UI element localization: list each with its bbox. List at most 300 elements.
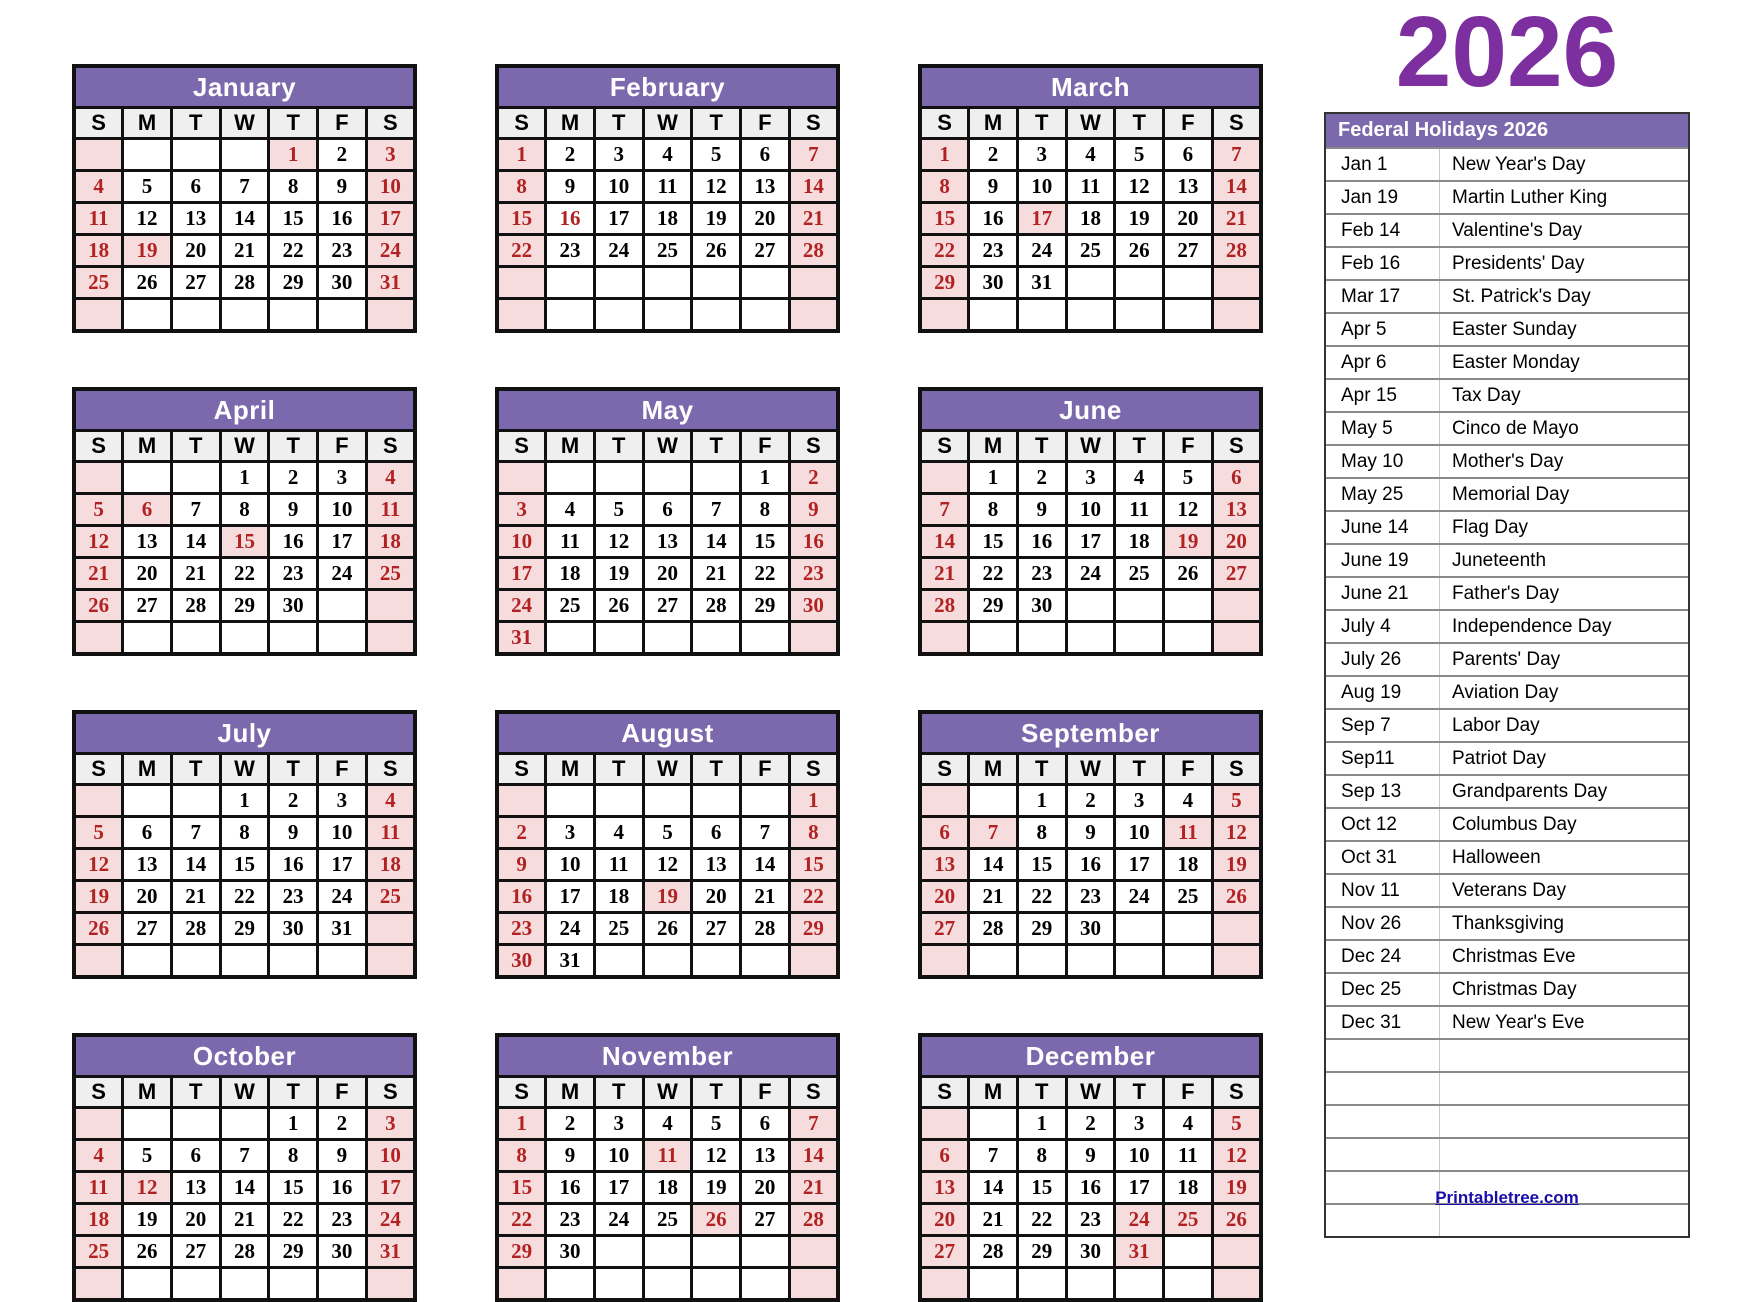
day-cell: 14 <box>969 849 1018 881</box>
weekday-header: W <box>220 108 269 139</box>
day-cell: 12 <box>594 526 643 558</box>
weekday-header: S <box>1212 754 1261 785</box>
day-cell: 3 <box>318 462 367 494</box>
weekday-header: T <box>1115 1077 1164 1108</box>
day-cell: 15 <box>269 1172 318 1204</box>
empty-cell <box>969 785 1018 817</box>
empty-cell <box>1066 622 1115 655</box>
day-cell: 5 <box>692 139 741 171</box>
empty-cell <box>692 1268 741 1301</box>
day-cell: 13 <box>643 526 692 558</box>
day-cell: 3 <box>366 139 415 171</box>
weekday-header: T <box>269 1077 318 1108</box>
holiday-date: Oct 12 <box>1326 809 1440 840</box>
day-cell: 6 <box>920 1140 969 1172</box>
day-cell: 13 <box>123 849 172 881</box>
day-cell: 16 <box>269 849 318 881</box>
empty-cell <box>269 1268 318 1301</box>
day-cell: 19 <box>74 881 123 913</box>
empty-cell <box>546 267 595 299</box>
day-cell: 8 <box>497 171 546 203</box>
empty-cell <box>220 139 269 171</box>
day-cell: 27 <box>1212 558 1261 590</box>
day-cell: 12 <box>123 1172 172 1204</box>
month-title: November <box>497 1035 838 1077</box>
day-cell: 21 <box>789 203 838 235</box>
empty-cell <box>692 1236 741 1268</box>
day-cell: 18 <box>74 235 123 267</box>
day-cell: 20 <box>920 1204 969 1236</box>
holiday-date: Mar 17 <box>1326 281 1440 312</box>
day-cell: 19 <box>643 881 692 913</box>
day-cell: 31 <box>497 622 546 655</box>
day-cell: 13 <box>1212 494 1261 526</box>
holiday-name: Halloween <box>1452 847 1541 868</box>
day-cell: 10 <box>366 1140 415 1172</box>
day-cell: 17 <box>594 1172 643 1204</box>
empty-cell <box>969 1268 1018 1301</box>
day-cell: 16 <box>1066 1172 1115 1204</box>
holiday-name <box>1440 1073 1688 1104</box>
holidays-header: Federal Holidays 2026 <box>1326 114 1688 147</box>
day-cell: 16 <box>497 881 546 913</box>
weekday-header: T <box>269 431 318 462</box>
weekday-header: T <box>692 754 741 785</box>
empty-cell <box>789 622 838 655</box>
day-cell: 9 <box>1066 1140 1115 1172</box>
empty-cell <box>789 1236 838 1268</box>
day-cell: 14 <box>789 1140 838 1172</box>
day-cell: 8 <box>789 817 838 849</box>
weekday-header: M <box>969 754 1018 785</box>
day-cell: 24 <box>1115 1204 1164 1236</box>
day-cell: 11 <box>643 171 692 203</box>
holiday-name: Labor Day <box>1452 715 1540 736</box>
day-cell: 10 <box>318 494 367 526</box>
month-title: July <box>74 712 415 754</box>
empty-cell <box>220 945 269 978</box>
holiday-date: Jan 1 <box>1326 149 1440 180</box>
holiday-name: Columbus Day <box>1452 814 1577 835</box>
day-cell: 29 <box>220 913 269 945</box>
day-cell: 30 <box>497 945 546 978</box>
empty-cell <box>269 945 318 978</box>
empty-cell <box>318 622 367 655</box>
day-cell: 10 <box>1066 494 1115 526</box>
day-cell: 17 <box>594 203 643 235</box>
day-cell: 27 <box>920 913 969 945</box>
holiday-date: May 10 <box>1326 446 1440 477</box>
day-cell: 6 <box>920 817 969 849</box>
day-cell: 16 <box>269 526 318 558</box>
day-cell: 21 <box>741 881 790 913</box>
empty-cell <box>546 1268 595 1301</box>
day-cell: 26 <box>74 590 123 622</box>
day-cell: 25 <box>546 590 595 622</box>
day-cell: 25 <box>594 913 643 945</box>
weekday-header: S <box>920 431 969 462</box>
holiday-name: Memorial Day <box>1452 484 1570 505</box>
day-cell: 22 <box>269 235 318 267</box>
month-february <box>495 64 840 333</box>
holiday-date: May 5 <box>1326 413 1440 444</box>
holiday-date: Apr 6 <box>1326 347 1440 378</box>
weekday-header: S <box>497 108 546 139</box>
weekday-header: W <box>1066 431 1115 462</box>
weekday-header: W <box>1066 108 1115 139</box>
empty-cell <box>220 1268 269 1301</box>
empty-cell <box>1212 622 1261 655</box>
day-cell: 18 <box>643 203 692 235</box>
empty-cell <box>220 622 269 655</box>
day-cell: 22 <box>220 881 269 913</box>
day-cell: 16 <box>546 1172 595 1204</box>
day-cell: 22 <box>789 881 838 913</box>
day-cell: 12 <box>1164 494 1213 526</box>
weekday-header: S <box>789 431 838 462</box>
day-cell: 24 <box>497 590 546 622</box>
empty-cell <box>1115 590 1164 622</box>
weekday-header: W <box>643 754 692 785</box>
weekday-header: W <box>1066 1077 1115 1108</box>
day-cell: 22 <box>269 1204 318 1236</box>
day-cell: 11 <box>1164 1140 1213 1172</box>
holiday-date: July 4 <box>1326 611 1440 642</box>
empty-cell <box>497 267 546 299</box>
empty-cell <box>1164 622 1213 655</box>
day-cell: 31 <box>546 945 595 978</box>
day-cell: 31 <box>318 913 367 945</box>
empty-cell <box>171 462 220 494</box>
holiday-date <box>1326 1040 1440 1071</box>
holiday-row <box>1326 939 1688 972</box>
day-cell: 18 <box>1164 1172 1213 1204</box>
day-cell: 17 <box>366 1172 415 1204</box>
day-cell: 4 <box>1164 785 1213 817</box>
months-grid <box>72 64 1263 1302</box>
day-cell: 16 <box>789 526 838 558</box>
day-cell: 28 <box>220 267 269 299</box>
empty-cell <box>969 299 1018 332</box>
holiday-date: Oct 31 <box>1326 842 1440 873</box>
day-cell: 11 <box>74 1172 123 1204</box>
holiday-name: Easter Sunday <box>1452 319 1577 340</box>
weekday-header: T <box>594 431 643 462</box>
empty-cell <box>1115 299 1164 332</box>
day-cell: 29 <box>969 590 1018 622</box>
day-cell: 6 <box>171 1140 220 1172</box>
month-title: September <box>920 712 1261 754</box>
day-cell: 16 <box>1017 526 1066 558</box>
holiday-row <box>1326 543 1688 576</box>
holiday-date: Feb 16 <box>1326 248 1440 279</box>
day-cell: 20 <box>920 881 969 913</box>
day-cell: 18 <box>366 849 415 881</box>
day-cell: 2 <box>546 1108 595 1140</box>
empty-cell <box>692 462 741 494</box>
empty-cell <box>74 945 123 978</box>
empty-cell <box>789 267 838 299</box>
empty-cell <box>1212 945 1261 978</box>
day-cell: 24 <box>318 558 367 590</box>
empty-cell <box>497 1268 546 1301</box>
day-cell: 12 <box>74 849 123 881</box>
day-cell: 22 <box>1017 881 1066 913</box>
holiday-date: Nov 11 <box>1326 875 1440 906</box>
day-cell: 24 <box>594 235 643 267</box>
day-cell: 20 <box>643 558 692 590</box>
day-cell: 8 <box>1017 1140 1066 1172</box>
day-cell: 21 <box>1212 203 1261 235</box>
day-cell: 15 <box>969 526 1018 558</box>
day-cell: 11 <box>1115 494 1164 526</box>
day-cell: 16 <box>318 203 367 235</box>
holiday-row <box>1326 576 1688 609</box>
day-cell: 20 <box>171 1204 220 1236</box>
empty-cell <box>123 1268 172 1301</box>
holiday-date <box>1326 1073 1440 1104</box>
day-cell: 27 <box>123 913 172 945</box>
month-title: May <box>497 389 838 431</box>
empty-cell <box>1066 299 1115 332</box>
day-cell: 3 <box>594 1108 643 1140</box>
day-cell: 24 <box>1017 235 1066 267</box>
day-cell: 27 <box>171 1236 220 1268</box>
day-cell: 15 <box>1017 849 1066 881</box>
empty-cell <box>1115 1268 1164 1301</box>
weekday-header: T <box>171 108 220 139</box>
empty-cell <box>318 299 367 332</box>
day-cell: 10 <box>1115 1140 1164 1172</box>
day-cell: 3 <box>366 1108 415 1140</box>
month-august <box>495 710 840 979</box>
empty-cell <box>741 622 790 655</box>
day-cell: 28 <box>920 590 969 622</box>
weekday-header: M <box>123 108 172 139</box>
day-cell: 12 <box>1212 817 1261 849</box>
month-title: March <box>920 66 1261 108</box>
day-cell: 5 <box>74 494 123 526</box>
empty-cell <box>269 622 318 655</box>
day-cell: 17 <box>1066 526 1115 558</box>
month-title: December <box>920 1035 1261 1077</box>
day-cell: 3 <box>1115 1108 1164 1140</box>
day-cell: 5 <box>123 171 172 203</box>
day-cell: 6 <box>741 1108 790 1140</box>
day-cell: 19 <box>594 558 643 590</box>
holiday-row <box>1326 675 1688 708</box>
weekday-header: M <box>123 1077 172 1108</box>
empty-cell <box>171 622 220 655</box>
holiday-row <box>1326 774 1688 807</box>
empty-cell <box>546 299 595 332</box>
weekday-header: T <box>594 108 643 139</box>
day-cell: 26 <box>1164 558 1213 590</box>
day-cell: 8 <box>969 494 1018 526</box>
empty-cell <box>741 267 790 299</box>
holiday-row <box>1326 213 1688 246</box>
day-cell: 1 <box>1017 1108 1066 1140</box>
holiday-row <box>1326 444 1688 477</box>
weekday-header: W <box>643 108 692 139</box>
day-cell: 1 <box>969 462 1018 494</box>
day-cell: 26 <box>123 1236 172 1268</box>
day-cell: 15 <box>220 849 269 881</box>
empty-cell <box>741 299 790 332</box>
weekday-header: M <box>546 754 595 785</box>
weekday-header: S <box>74 754 123 785</box>
day-cell: 18 <box>594 881 643 913</box>
day-cell: 24 <box>318 881 367 913</box>
printabletree-link[interactable]: Printabletree.com <box>1435 1188 1579 1207</box>
day-cell: 23 <box>546 235 595 267</box>
empty-cell <box>1212 299 1261 332</box>
holiday-date: Apr 15 <box>1326 380 1440 411</box>
day-cell: 2 <box>318 1108 367 1140</box>
day-cell: 11 <box>546 526 595 558</box>
empty-cell <box>594 1268 643 1301</box>
day-cell: 29 <box>789 913 838 945</box>
weekday-header: S <box>366 108 415 139</box>
empty-cell <box>1164 1236 1213 1268</box>
day-cell: 6 <box>171 171 220 203</box>
empty-cell <box>643 462 692 494</box>
day-cell: 27 <box>643 590 692 622</box>
holiday-name: Valentine's Day <box>1452 220 1583 241</box>
weekday-header: M <box>546 108 595 139</box>
day-cell: 29 <box>220 590 269 622</box>
day-cell: 4 <box>366 462 415 494</box>
holiday-name: Tax Day <box>1452 385 1521 406</box>
empty-cell <box>171 299 220 332</box>
empty-cell <box>1017 1268 1066 1301</box>
weekday-header: T <box>594 1077 643 1108</box>
empty-cell <box>920 299 969 332</box>
day-cell: 1 <box>269 139 318 171</box>
day-cell: 20 <box>741 1172 790 1204</box>
weekday-header: F <box>318 431 367 462</box>
day-cell: 28 <box>220 1236 269 1268</box>
day-cell: 3 <box>318 785 367 817</box>
day-cell: 2 <box>269 785 318 817</box>
day-cell: 4 <box>1164 1108 1213 1140</box>
empty-cell <box>366 1268 415 1301</box>
day-cell: 7 <box>741 817 790 849</box>
day-cell: 7 <box>171 817 220 849</box>
day-cell: 13 <box>123 526 172 558</box>
weekday-header: T <box>692 431 741 462</box>
holiday-date: Dec 25 <box>1326 974 1440 1005</box>
day-cell: 22 <box>497 1204 546 1236</box>
month-title: April <box>74 389 415 431</box>
weekday-header: S <box>1212 431 1261 462</box>
holiday-date: Dec 24 <box>1326 941 1440 972</box>
weekday-header: S <box>789 108 838 139</box>
holiday-row <box>1326 807 1688 840</box>
empty-cell <box>594 945 643 978</box>
day-cell: 14 <box>1212 171 1261 203</box>
weekday-header: S <box>1212 108 1261 139</box>
day-cell: 23 <box>318 235 367 267</box>
holiday-row-empty <box>1326 1038 1688 1071</box>
holiday-row <box>1326 477 1688 510</box>
day-cell: 4 <box>1066 139 1115 171</box>
day-cell: 5 <box>1115 139 1164 171</box>
month-april <box>72 387 417 656</box>
weekday-header: W <box>220 431 269 462</box>
day-cell: 7 <box>1212 139 1261 171</box>
holiday-name: Thanksgiving <box>1452 913 1564 934</box>
day-cell: 4 <box>366 785 415 817</box>
weekday-header: S <box>789 754 838 785</box>
empty-cell <box>74 785 123 817</box>
month-september <box>918 710 1263 979</box>
day-cell: 2 <box>497 817 546 849</box>
empty-cell <box>789 1268 838 1301</box>
holiday-name: Juneteenth <box>1452 550 1547 571</box>
empty-cell <box>269 299 318 332</box>
holiday-row <box>1326 411 1688 444</box>
empty-cell <box>318 1268 367 1301</box>
day-cell: 19 <box>1115 203 1164 235</box>
weekday-header: F <box>1164 108 1213 139</box>
day-cell: 18 <box>643 1172 692 1204</box>
holiday-date: Jan 19 <box>1326 182 1440 213</box>
holiday-row <box>1326 1005 1688 1038</box>
empty-cell <box>546 622 595 655</box>
empty-cell <box>1017 622 1066 655</box>
day-cell: 22 <box>220 558 269 590</box>
empty-cell <box>1066 590 1115 622</box>
empty-cell <box>1115 267 1164 299</box>
weekday-header: T <box>692 108 741 139</box>
weekday-header: M <box>969 108 1018 139</box>
weekday-header: F <box>741 108 790 139</box>
day-cell: 30 <box>969 267 1018 299</box>
month-july <box>72 710 417 979</box>
month-june <box>918 387 1263 656</box>
weekday-header: S <box>497 431 546 462</box>
weekday-header: M <box>546 1077 595 1108</box>
empty-cell <box>741 945 790 978</box>
day-cell: 9 <box>969 171 1018 203</box>
weekday-header: M <box>123 754 172 785</box>
holiday-date <box>1326 1205 1440 1236</box>
empty-cell <box>1164 913 1213 945</box>
weekday-header: S <box>497 754 546 785</box>
day-cell: 30 <box>546 1236 595 1268</box>
day-cell: 10 <box>1017 171 1066 203</box>
day-cell: 21 <box>969 1204 1018 1236</box>
day-cell: 15 <box>1017 1172 1066 1204</box>
month-january <box>72 64 417 333</box>
holiday-name: Christmas Eve <box>1452 946 1576 967</box>
day-cell: 4 <box>1115 462 1164 494</box>
day-cell: 23 <box>1017 558 1066 590</box>
day-cell: 17 <box>497 558 546 590</box>
day-cell: 29 <box>1017 913 1066 945</box>
day-cell: 6 <box>123 494 172 526</box>
empty-cell <box>643 622 692 655</box>
day-cell: 6 <box>692 817 741 849</box>
holiday-date: Feb 14 <box>1326 215 1440 246</box>
weekday-header: W <box>220 754 269 785</box>
day-cell: 11 <box>643 1140 692 1172</box>
holiday-date: Aug 19 <box>1326 677 1440 708</box>
day-cell: 3 <box>497 494 546 526</box>
empty-cell <box>74 1108 123 1140</box>
day-cell: 30 <box>1066 913 1115 945</box>
